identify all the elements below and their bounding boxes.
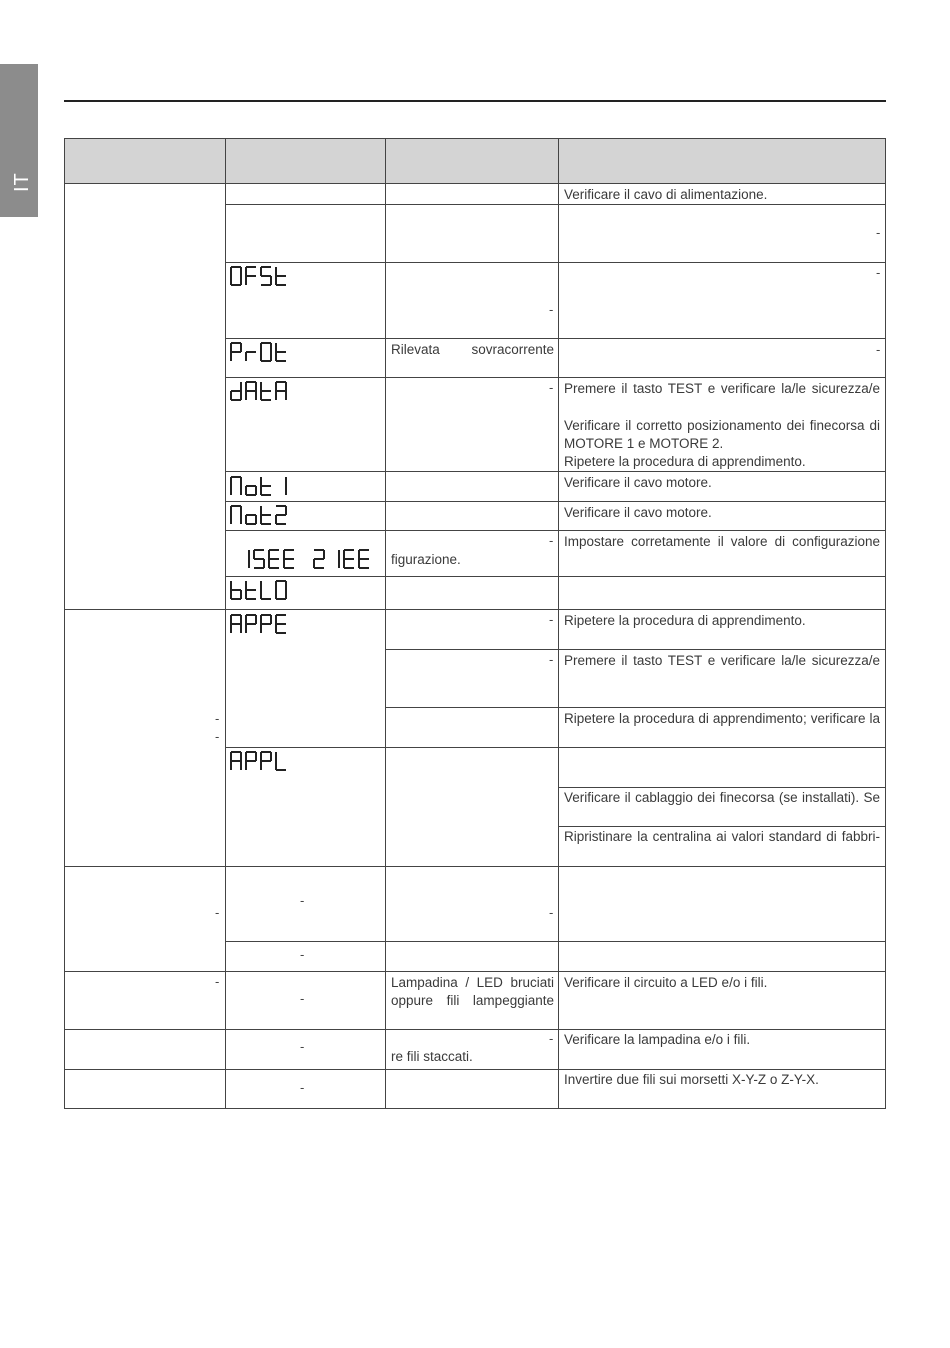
solution-text: Verificare il cablaggio dei finecorsa (se installati). Se <box>564 790 880 805</box>
solution-text: Ripetere la procedura di apprendimento. <box>564 613 806 628</box>
display-code <box>230 614 310 638</box>
display-code <box>230 476 300 500</box>
hyphen-mark: - <box>215 905 220 920</box>
solution-text: Verificare il cavo motore. <box>564 475 712 490</box>
hyphen-mark: - <box>549 1031 554 1046</box>
cause-text: Rilevata sovracorrente <box>391 342 554 357</box>
hyphen-mark: - <box>215 974 220 989</box>
hyphen-mark: - <box>215 729 220 744</box>
hyphen-mark: - <box>876 265 881 280</box>
display-code <box>230 505 300 529</box>
solution-text: MOTORE 1 e MOTORE 2. <box>564 436 724 451</box>
solution-text: Impostare corretamente il valore di configurazione <box>564 534 880 549</box>
language-tab <box>0 64 38 217</box>
hyphen-mark: - <box>549 612 554 627</box>
solution-text: Ripetere la procedura di apprendimento. <box>564 454 806 469</box>
hyphen-mark: - <box>549 652 554 667</box>
solution-text: Premere il tasto TEST e verificare la/le sicurezza/e <box>564 381 880 396</box>
hyphen-mark: - <box>549 380 554 395</box>
solution-text: Verificare il cavo motore. <box>564 505 712 520</box>
language-label: IT <box>11 172 33 192</box>
cause-text: re fili staccati. <box>391 1049 473 1064</box>
hyphen-mark: - <box>300 1080 305 1095</box>
display-code <box>238 549 378 573</box>
hyphen-mark: - <box>300 1039 305 1054</box>
solution-text: Premere il tasto TEST e verificare la/le sicurezza/e <box>564 653 880 668</box>
solution-text: Verificare il circuito a LED e/o i fili. <box>564 975 768 990</box>
hyphen-mark: - <box>300 947 305 962</box>
hyphen-mark: - <box>549 533 554 548</box>
hyphen-mark: - <box>300 991 305 1006</box>
table-header-cell <box>226 138 385 183</box>
display-code <box>230 580 300 604</box>
table-header-cell <box>386 138 558 183</box>
solution-text: Ripetere la procedura di apprendimento; verificare la <box>564 711 880 726</box>
cause-text: oppure fili lampeggiante <box>391 993 554 1008</box>
hyphen-mark: - <box>300 893 305 908</box>
display-code <box>230 266 300 290</box>
solution-text: Verificare il cavo di alimentazione. <box>564 187 768 202</box>
header-rule <box>64 100 886 102</box>
solution-text: Ripristinare la centralina ai valori standard di fabbri- <box>564 829 880 844</box>
hyphen-mark: - <box>549 302 554 317</box>
display-code <box>230 381 300 405</box>
solution-text: Invertire due fili sui morsetti X-Y-Z o Z-Y-X. <box>564 1072 819 1087</box>
solution-text: Verificare il corretto posizionamento dei finecorsa di <box>564 418 880 433</box>
table-header-cell <box>559 138 886 183</box>
hyphen-mark: - <box>549 905 554 920</box>
hyphen-mark: - <box>876 342 881 357</box>
hyphen-mark: - <box>215 711 220 726</box>
cause-text: figurazione. <box>391 552 461 567</box>
cause-text: Lampadina / LED bruciati <box>391 975 554 990</box>
table-header-cell <box>64 138 225 183</box>
display-code <box>230 751 300 775</box>
hyphen-mark: - <box>876 225 881 240</box>
display-code <box>230 342 300 366</box>
solution-text: Verificare la lampadina e/o i fili. <box>564 1032 751 1047</box>
